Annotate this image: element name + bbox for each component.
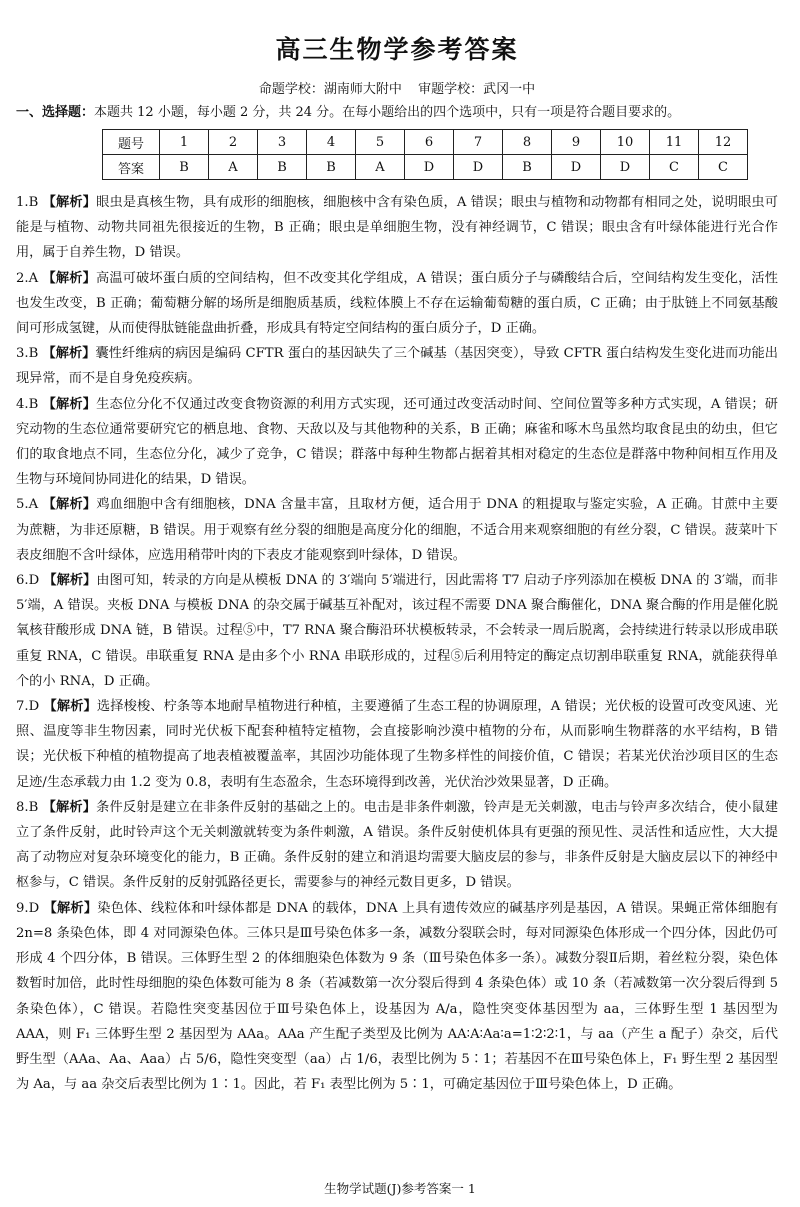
section-heading bbox=[16, 103, 778, 123]
explanation-tag: 【解析】 bbox=[43, 900, 98, 916]
explanation-number: 8.B bbox=[16, 799, 39, 815]
answer-cell: C bbox=[650, 155, 699, 180]
answer-cell: D bbox=[454, 155, 503, 180]
explanation-text: 眼虫是真核生物，具有成形的细胞核，细胞核中含有染色质，A 错误；眼虫与植物和动物都有相同之处，说明眼虫可能是与植物、动物共同祖先很接近的生物，B 正确；眼虫是单细胞生物，没有神经调节，C 错误；眼虫含有叶绿体能进行光合作用，属于自养生物，D 错误。 bbox=[16, 195, 778, 261]
explanations-list bbox=[16, 190, 778, 1097]
explanation-text: 囊性纤维病的病因是编码 CFTR 蛋白的基因缺失了三个碱基（基因突变），导致 CFTR 蛋白结构发生变化进而功能出现异常，而不是自身免疫疾病。 bbox=[16, 346, 778, 387]
explanation-item bbox=[16, 392, 778, 493]
answer-cell: A bbox=[209, 155, 258, 180]
explanation-item bbox=[16, 694, 778, 795]
explanation-number: 6.D bbox=[16, 573, 40, 589]
explanation-text: 鸡血细胞中含有细胞核，DNA 含量丰富，且取材方便，适合用于 DNA 的粗提取与鉴定实验，A 正确。甘蔗中主要为蔗糖，为非还原糖，B 错误。用于观察有丝分裂的细胞是高度分化的细胞，不适合用来观察细胞的有丝分裂，C 错误。菠菜叶下表皮细胞不含叶绿体，应选用稍带叶肉的下表皮才能观察到叶绿体，D 错误。 bbox=[16, 497, 779, 563]
explanation-tag: 【解析】 bbox=[42, 396, 97, 412]
explanation-tag: 【解析】 bbox=[42, 799, 97, 815]
explanation-number: 5.A bbox=[16, 497, 39, 513]
question-number: 12 bbox=[699, 130, 748, 155]
answer-row-label: 答案 bbox=[103, 155, 160, 180]
question-number: 9 bbox=[552, 130, 601, 155]
explanation-tag: 【解析】 bbox=[42, 346, 96, 362]
question-number: 4 bbox=[307, 130, 356, 155]
explanation-item bbox=[16, 795, 778, 896]
answer-cell: B bbox=[258, 155, 307, 180]
section-label: 一、选择题： bbox=[16, 105, 95, 120]
page-footer: 生物学试题(J)参考答案一 1 bbox=[324, 1181, 476, 1196]
question-number: 11 bbox=[650, 130, 699, 155]
answer-cell: D bbox=[601, 155, 650, 180]
page-title: 高三生物学参考答案 bbox=[275, 35, 519, 64]
explanation-item bbox=[16, 896, 778, 1098]
answer-table-number-row bbox=[103, 130, 748, 155]
explanation-tag: 【解析】 bbox=[42, 270, 96, 286]
explanation-item bbox=[16, 341, 778, 391]
explanation-item bbox=[16, 492, 778, 568]
number-row-label: 题号 bbox=[103, 130, 160, 155]
explanation-tag: 【解析】 bbox=[42, 195, 97, 210]
explanation-text: 选择梭梭、柠条等本地耐旱植物进行种植，主要遵循了生态工程的协调原理，A 错误；光伏板的设置可改变风速、光照、温度等非生物因素，同时光伏板下配套种植特定植物，会直接影响沙漠中植物的分布，从而影响生物群落的水平结构，B 错误；光伏板下种植的植物提高了地表植被覆盖率，其固沙功能体现了生物多样性的间接价值，C 错误；若某光伏治沙项目区的生态足迹/生态承载力由 1.2 变为 0.8，表明有生态盈余，生态环境得到改善，光伏治沙效果显著，D 正确。 bbox=[16, 699, 778, 790]
explanation-item bbox=[16, 266, 778, 342]
authoring-school: 命题学校：湖南师大附中 bbox=[258, 82, 402, 97]
explanation-number: 3.B bbox=[16, 346, 39, 362]
explanation-tag: 【解析】 bbox=[43, 699, 97, 715]
answer-cell: C bbox=[699, 155, 748, 180]
explanation-number: 1.B bbox=[16, 195, 39, 210]
question-number: 5 bbox=[356, 130, 405, 155]
question-number: 1 bbox=[160, 130, 209, 155]
credits-line bbox=[16, 78, 778, 97]
explanation-number: 9.D bbox=[16, 900, 40, 916]
question-number: 7 bbox=[454, 130, 503, 155]
explanation-number: 4.B bbox=[16, 396, 39, 412]
answer-cell: D bbox=[405, 155, 454, 180]
question-number: 10 bbox=[601, 130, 650, 155]
explanation-item bbox=[16, 568, 778, 694]
answer-table-answer-row bbox=[103, 155, 748, 180]
explanation-item bbox=[16, 190, 778, 266]
explanation-number: 7.D bbox=[16, 699, 40, 715]
explanation-text: 条件反射是建立在非条件反射的基础之上的。电击是非条件刺激，铃声是无关刺激，电击与铃声多次结合，使小鼠建立了条件反射，此时铃声这个无关刺激就转变为条件刺激，A 错误。条件反射使机体具有更强的预见性、灵活性和适应性，大大提高了动物应对复杂环境变化的能力，B 正确。条件反射的建立和消退均需要大脑皮层的参与，非条件反射是大脑皮层以下的神经中枢参与，C 错误。条件反射的反射弧路径更长，需要参与的神经元数目更多，D 错误。 bbox=[16, 799, 779, 891]
answer-cell: D bbox=[552, 155, 601, 180]
section-description: 本题共 12 小题，每小题 2 分，共 24 分。在每小题给出的四个选项中，只有一项是符合题目要求的。 bbox=[94, 105, 681, 120]
answer-cell: B bbox=[160, 155, 209, 180]
explanation-text: 染色体、线粒体和叶绿体都是 DNA 的载体，DNA 上具有遗传效应的碱基序列是基因，A 错误。果蝇正常体细胞有 2n=8 条染色体，即 4 对同源染色体。三体只是Ⅲ号染色体多一条，减数分裂联会时，每对同源染色体形成一个四分体，因此仍可形成 4 个四分体，B 错误。三体野生型 2 的体细胞染色体数为 9 条（Ⅲ号染色体多一条）。减数分裂Ⅱ后期，着丝粒分裂，染色体数暂时加倍，此时性母细胞的染色体数可能为 8 条（若减数第一次分裂后得到 4 条染色体）或 10 条（若减数第一次分裂后得到 5 条染色体），C 错误。若隐性突变基因位于Ⅲ号染色体上，设基因为 A/a，隐性突变体基因型为 aa，三体野生型 1 基因型为 AAA，则 F₁ 三体野生型 2 基因型为 AAa。AAa 产生配子类型及比例为 AA∶A∶Aa∶a=1∶2∶2∶1，与 aa（产生 a 配子）杂交，后代野生型（AAa、Aa、Aaa）占 5/6，隐性突变型（aa）占 1/6，表型比例为 5∶1；若基因不在Ⅲ号染色体上，F₁ 野生型 2 基因型为 Aa，与 aa 杂交后表型比例为 1∶1。因此，若 F₁ 表型比例为 5∶1，可确定基因位于Ⅲ号染色体上，D 正确。 bbox=[16, 900, 779, 1093]
answer-table bbox=[102, 129, 748, 180]
reviewing-school: 审题学校：武冈一中 bbox=[418, 82, 536, 97]
answer-cell: B bbox=[307, 155, 356, 180]
answer-cell: B bbox=[503, 155, 552, 180]
question-number: 6 bbox=[405, 130, 454, 155]
question-number: 8 bbox=[503, 130, 552, 155]
explanation-text: 由图可知，转录的方向是从模板 DNA 的 3′端向 5′端进行，因此需将 T7 启动子序列添加在模板 DNA 的 3′端，而非 5′端，A 错误。夹板 DNA 与模板 DNA 的杂交属于碱基互补配对，该过程不需要 DNA 聚合酶催化，DNA 聚合酶的作用是催化脱氧核苷酸形成 DNA 链，B 错误。过程⑤中，T7 RNA 聚合酶沿环状模板转录，不会转录一周后脱离，会持续进行转录以形成串联重复 RNA，C 错误。串联重复 RNA 是由多个小 RNA 串联形成的，过程⑤后利用特定的酶定点切割串联重复 RNA，就能获得单个的小 RNA，D 正确。 bbox=[16, 573, 778, 689]
explanation-text: 生态位分化不仅通过改变食物资源的利用方式实现，还可通过改变活动时间、空间位置等多种方式实现，A 错误；研究动物的生态位通常要研究它的栖息地、食物、天敌以及与其他物种的关系，B 正确；麻雀和啄木鸟虽然均取食昆虫的幼虫，但它们的取食地点不同，生态位分化，减少了竞争，C 错误；群落中每种生物都占据着其相对稳定的生态位是群落中物种间相互作用及生物与环境间协同进化的结果，D 错误。 bbox=[16, 396, 778, 488]
explanation-tag: 【解析】 bbox=[43, 573, 97, 589]
explanation-text: 高温可破坏蛋白质的空间结构，但不改变其化学组成，A 错误；蛋白质分子与磷酸结合后，空间结构发生变化，活性也发生改变，B 正确；葡萄糖分解的场所是细胞质基质，线粒体膜上不存在运输葡萄糖的蛋白质，C 正确；由于肽链上不同氨基酸间可形成氢键，从而使得肽链能盘曲折叠，形成具有特定空间结构的蛋白质分子，D 正确。 bbox=[16, 270, 778, 337]
explanation-number: 2.A bbox=[16, 270, 39, 286]
question-number: 2 bbox=[209, 130, 258, 155]
question-number: 3 bbox=[258, 130, 307, 155]
answer-cell: A bbox=[356, 155, 405, 180]
explanation-tag: 【解析】 bbox=[42, 497, 97, 513]
